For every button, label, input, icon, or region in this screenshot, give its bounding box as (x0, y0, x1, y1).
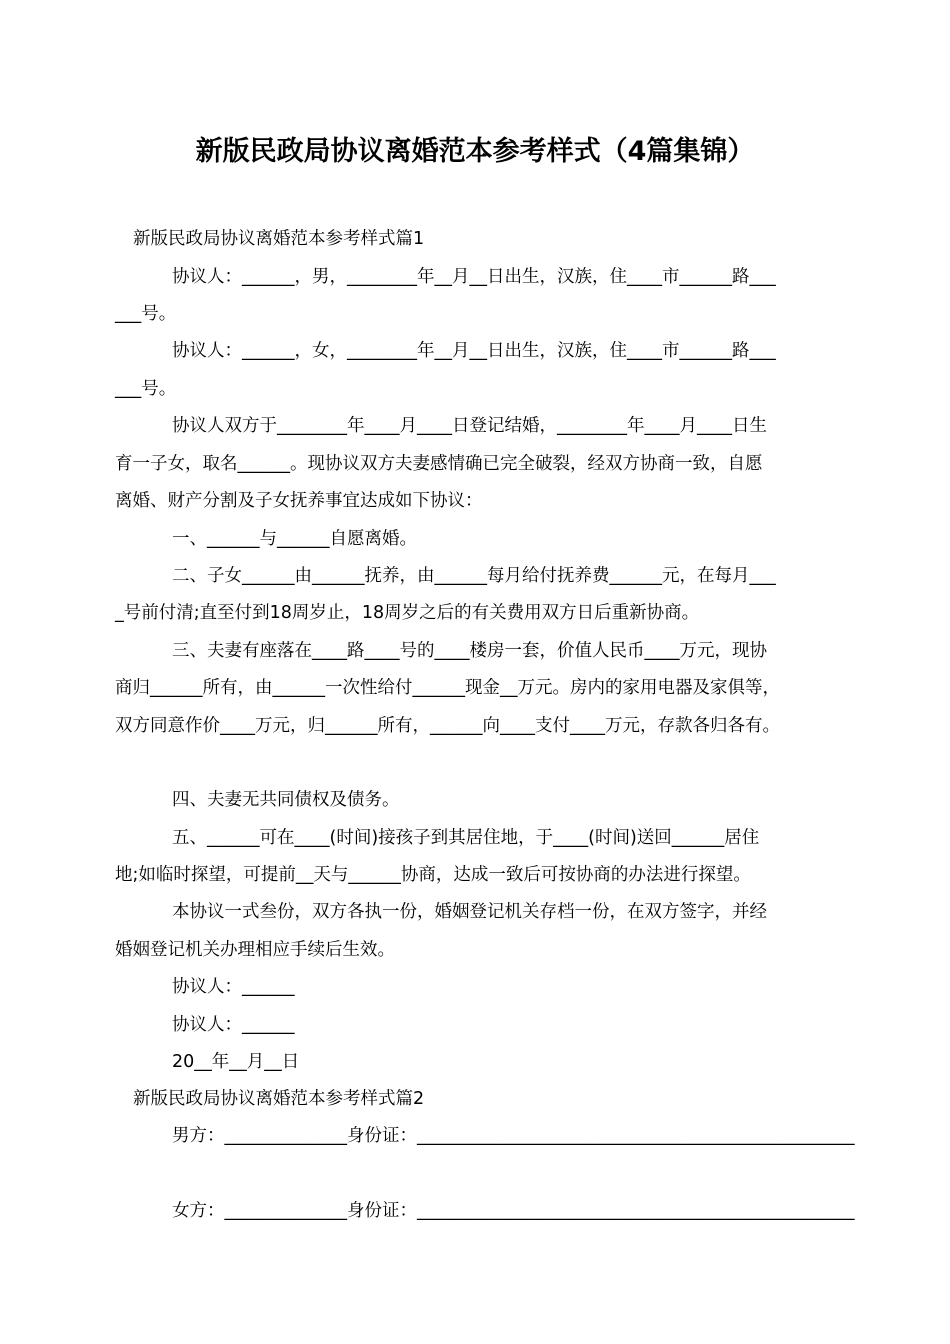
clause-line: _号前付清;直至付到18周岁止，18周岁之后的有关费用双方日后重新协商。 (115, 603, 700, 623)
signature-line: 协议人：______ (172, 1015, 295, 1035)
signature-line: 协议人：______ (172, 977, 295, 997)
paragraph-line: 本协议一式叁份，双方各执一份，婚姻登记机关存档一份，在双方签字，并经 (172, 902, 767, 922)
paragraph-line: 育一子女，取名______。现协议双方夫妻感情确已完全破裂，经双方协商一致，自愿 (115, 454, 763, 474)
clause-line: 一、______与______自愿离婚。 (172, 529, 417, 549)
clause-line: 四、夫妻无共同债权及债务。 (172, 790, 400, 810)
section-heading: 新版民政局协议离婚范本参考样式篇1 (133, 229, 425, 249)
section-heading: 新版民政局协议离婚范本参考样式篇2 (133, 1089, 425, 1109)
clause-line: 二、子女______由______抚养，由______每月给付抚养费______元，在每月___ (172, 566, 776, 586)
clause-line: 地;如临时探望，可提前__天与______协商，达成一致后可按协商的办法进行探望。 (115, 865, 751, 885)
paragraph-line: 离婚、财产分割及子女抚养事宜达成如下协议： (115, 491, 483, 511)
party-line: 协议人：______，女，________年__月__日出生，汉族，住____市______路___ (172, 341, 776, 361)
clause-line: 五、______可在____(时间)接孩子到其居住地，于____(时间)送回______居住 (172, 828, 760, 848)
party-line: 男方：______________身份证：__________________________________________________ (172, 1126, 855, 1146)
clause-line: 双方同意作价____万元，归______所有，______向____支付____万元，存款各归各有。 (115, 716, 780, 736)
party-line: ___号。 (115, 379, 177, 399)
party-line: ___号。 (115, 304, 177, 324)
date-line: 20__年__月__日 (172, 1052, 300, 1072)
document-title: 新版民政局协议离婚范本参考样式（4篇集锦） (195, 136, 755, 167)
paragraph-line: 婚姻登记机关办理相应手续后生效。 (115, 940, 395, 960)
clause-line: 商归______所有，由______一次性给付______现金__万元。房内的家用电器及家俱等， (115, 678, 780, 698)
clause-line: 三、夫妻有座落在____路____号的____楼房一套，价值人民币____万元，现协 (172, 641, 767, 661)
party-line: 女方：______________身份证：__________________________________________________ (172, 1201, 855, 1221)
paragraph-line: 协议人双方于________年____月____日登记结婚，________年____月____日生 (172, 416, 767, 436)
party-line: 协议人：______，男，________年__月__日出生，汉族，住____市______路___ (172, 267, 776, 287)
